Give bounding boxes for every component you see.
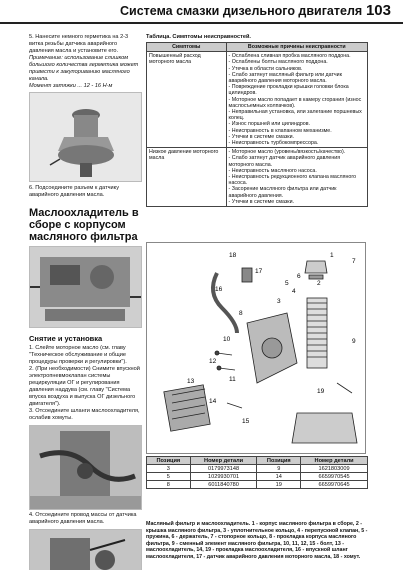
torque-value: 12 - 16 Н·м [83, 83, 113, 89]
callout-5: 5 [285, 280, 289, 287]
left-column [29, 34, 142, 570]
note: Примечание: использование слишком большого количества герметика может привести к закупориванию масляного канала. [29, 55, 139, 82]
table-row [147, 52, 368, 148]
callout-11: 11 [229, 376, 236, 383]
table-row [147, 465, 368, 473]
page-header [0, 0, 403, 24]
engine-photo [29, 246, 142, 328]
page-number: 103 [365, 2, 391, 19]
table-caption: Таблица. Симптомы неисправностей. [146, 34, 251, 40]
table-row [147, 473, 368, 481]
cell: 5 [147, 473, 191, 481]
cell: 1029930701 [190, 473, 257, 481]
parts-table [146, 456, 368, 489]
callout-3: 3 [277, 298, 281, 305]
table-row [147, 148, 368, 207]
step-5: 5. Нанесите немного герметика на 2-3 витка резьбы датчика аварийного давления масла и установите его. [29, 34, 129, 54]
parts-table-wrap [146, 456, 368, 489]
callout-12: 12 [209, 358, 217, 365]
step-3: 3. Отсоедините шланги маслоохладителя, ослабив хомуты. [29, 408, 140, 421]
parts-header: Номер детали [301, 457, 368, 465]
cell: 6659970645 [301, 481, 368, 489]
cell: 8 [147, 481, 191, 489]
callout-7: 7 [352, 258, 356, 265]
causes-cell: - Ослаблена сливная пробка масляного поддона. - Ослаблены болты масляного поддона. - Утечка в области сальников. - Слабо затянут масляный фильтр или датчик аварийного давления моторного масла. - Повреждение прокладки крышки головки блока цилиндров. - Моторное масло попадает в камеру сгорания (износ маслосъемных колпачков). - Неправильная установка, или залегание поршневых колец. - Износ поршней или цилиндров. - Неисправность в клапанном механизме. - Утечки в системе смазки. - Неисправность турбокомпрессора. [226, 52, 367, 148]
torque-label: Момент затяжки [29, 83, 76, 89]
callout-14: 14 [209, 398, 217, 405]
cell: 6659970545 [301, 473, 368, 481]
cell: 0179973148 [190, 465, 257, 473]
callout-10: 10 [223, 336, 231, 343]
parts-header: Позиция [147, 457, 191, 465]
callout-15: 15 [242, 418, 250, 425]
cell: 9 [257, 465, 301, 473]
step-2: 2. (При необходимости) Снимите впускной электропневмоклапан системы рециркуляции ОГ и регулирования давления наддува (см. главу "Система впуска воздуха и выпуска ОГ дизельного двигателя"). [29, 366, 140, 407]
symptom-cell: Повышенный расход моторного масла [147, 52, 227, 148]
callout-9: 9 [352, 338, 356, 345]
symptoms-table [146, 42, 368, 207]
hose-photo [29, 425, 142, 510]
figure-caption: Масляный фильтр и маслоохладитель. 1 - корпус масляного фильтра в сборе, 2 - крышка масляного фильтра, 3 - уплотнительное кольцо, 4 - перепускной клапан, 5 - пружина, 6 - держатель, 7 - стопорное кольцо, 8 - прокладка корпуса масляного фильтра, 9 - сменный элемент масляного фильтра, 10, 11, 12, 15 - болт, 13 - маслоохладитель, 14, 19 - прокладка маслоохладителя, 16 - впускной шланг маслоохладителя, 17 - датчик аварийного давления моторного масла, 18 - хомут. [146, 521, 368, 560]
symptom-cell: Низкое давление моторного масла [147, 148, 227, 207]
callout-17: 17 [255, 268, 263, 275]
right-column [146, 34, 368, 207]
callout-6: 6 [297, 273, 301, 280]
parts-header: Номер детали [190, 457, 257, 465]
callout-4: 4 [292, 288, 296, 295]
cell: 6011840780 [190, 481, 257, 489]
callout-18: 18 [229, 252, 237, 259]
torque-spec: Момент затяжки ... 12 - 16 Н·м [29, 83, 113, 89]
cell: 3 [147, 465, 191, 473]
col-symptoms: Симптомы [147, 43, 227, 52]
exploded-diagram [146, 242, 366, 454]
table-row [147, 481, 368, 489]
causes-cell: - Моторное масло (уровень/вязкость/качество). - Слабо затянут датчик аварийного давления моторного масла. - Неисправность масляного насоса. - Неисправность редукционного клапана масляного насоса. - Засорение масляного фильтра или датчик аварийного давления. - Утечки в системе смазки. [226, 148, 367, 207]
step-1: 1. Слейте моторное масло (см. главу "Техническое обслуживание и общие процедуры проверки и регулировки"). [29, 345, 127, 365]
callout-2: 2 [317, 280, 321, 287]
callout-13: 13 [187, 378, 195, 385]
ground-wire-photo [29, 529, 142, 570]
section-title: Маслоохладитель в сборе с корпусом масляного фильтра [29, 207, 139, 243]
subsection-title: Снятие и установка [29, 334, 103, 343]
parts-header: Позиция [257, 457, 301, 465]
callout-16: 16 [215, 286, 223, 293]
cell: 19 [257, 481, 301, 489]
cell: 1621803009 [301, 465, 368, 473]
step-6: 6. Подсоедините разъем к датчику аварийного давления масла. [29, 185, 119, 198]
callout-8: 8 [239, 310, 243, 317]
cell: 14 [257, 473, 301, 481]
header-title: Система смазки дизельного двигателя [120, 4, 363, 18]
sensor-photo [29, 92, 142, 182]
callout-1: 1 [330, 252, 334, 259]
step-4: 4. Отсоедините провод массы от датчика аварийного давления масла. [29, 512, 137, 525]
callout-19: 19 [317, 388, 325, 395]
col-causes: Возможные причины неисправности [226, 43, 367, 52]
